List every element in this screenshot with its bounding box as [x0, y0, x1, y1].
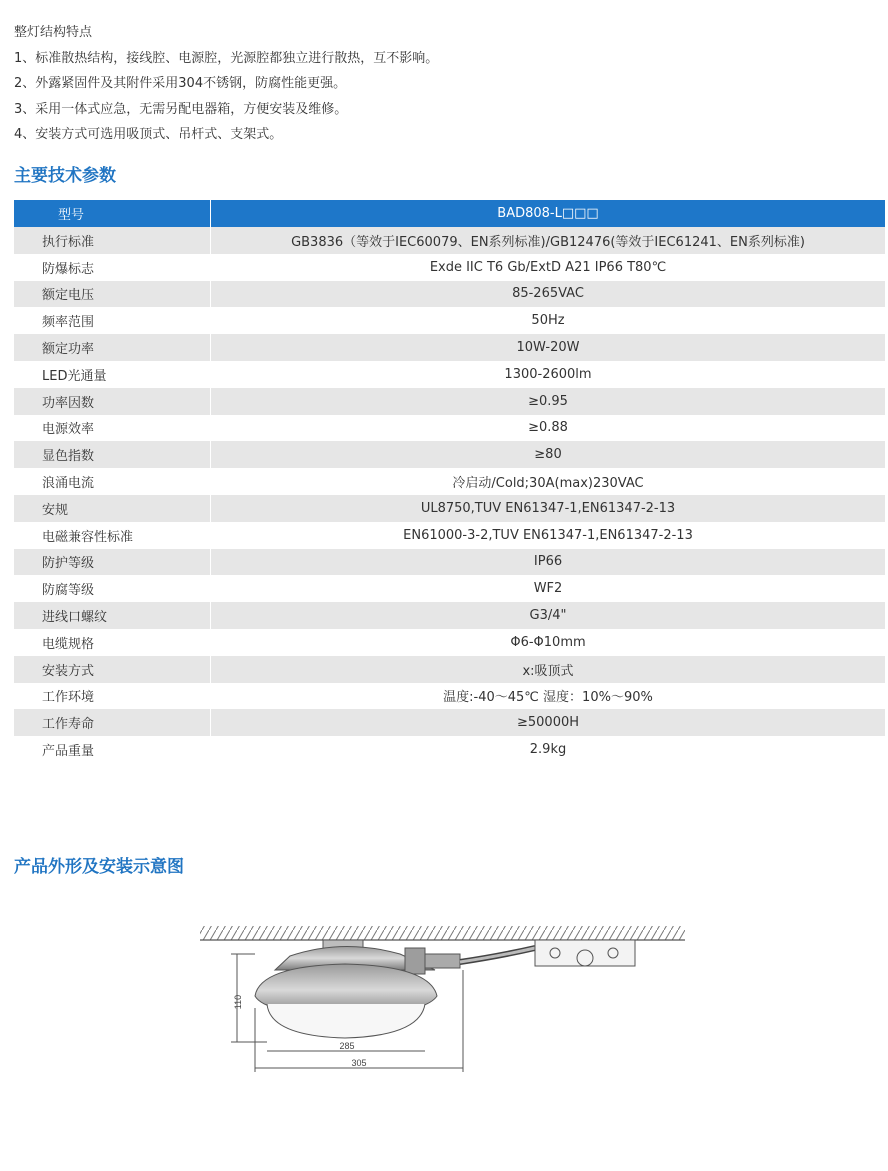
- dim-outer-width-label: 305: [351, 1058, 367, 1068]
- table-header-row: [14, 200, 885, 227]
- table-row: [14, 495, 885, 522]
- row-value: EN61000-3-2,TUV EN61347-1,EN61347-2-13: [211, 522, 886, 549]
- row-value: 85-265VAC: [211, 281, 886, 308]
- dim-inner-width-label: 285: [339, 1041, 355, 1051]
- row-value: ≥80: [211, 441, 886, 468]
- row-value: ≥0.88: [211, 415, 886, 442]
- row-value: ≥50000H: [211, 709, 886, 736]
- row-label: 电源效率: [14, 415, 211, 442]
- row-label: 功率因数: [14, 388, 211, 415]
- table-row: [14, 361, 885, 388]
- row-value: 温度:-40～45℃ 湿度：10%～90%: [211, 683, 886, 710]
- specs-table: [14, 200, 885, 763]
- row-value: 1300-2600lm: [211, 361, 886, 388]
- ceiling: [200, 926, 685, 940]
- header-label: 型号: [14, 200, 211, 227]
- row-value: ≥0.95: [211, 388, 886, 415]
- header-value: BAD808-L□□□: [211, 200, 886, 227]
- row-label: 浪涌电流: [14, 468, 211, 495]
- row-label: 产品重量: [14, 736, 211, 763]
- table-row: [14, 254, 885, 281]
- row-value: 冷启动/Cold;30A(max)230VAC: [211, 468, 886, 495]
- row-value: WF2: [211, 575, 886, 602]
- table-row: [14, 334, 885, 361]
- table-row: [14, 388, 885, 415]
- feature-item: 4、安装方式可选用吸顶式、吊杆式、支架式。: [14, 127, 283, 142]
- table-row: [14, 468, 885, 495]
- feature-item: 3、采用一体式应急，无需另配电器箱，方便安装及维修。: [14, 101, 348, 117]
- features-section: [14, 20, 438, 148]
- table-row: [14, 441, 885, 468]
- row-label: 显色指数: [14, 441, 211, 468]
- row-value: GB3836（等效于IEC60079、EN系列标准)/GB12476(等效于IEC61241、EN系列标准): [211, 227, 886, 254]
- table-row: [14, 656, 885, 683]
- feature-item: 1、标准散热结构，接线腔、电源腔，光源腔都独立进行散热，互不影响。: [14, 50, 439, 66]
- table-row: [14, 522, 885, 549]
- table-row: [14, 227, 885, 254]
- row-label: 进线口螺纹: [14, 602, 211, 629]
- row-value: x:吸顶式: [211, 656, 886, 683]
- table-row: [14, 709, 885, 736]
- row-label: 防爆标志: [14, 254, 211, 281]
- row-value: G3/4": [211, 602, 886, 629]
- row-value: UL8750,TUV EN61347-1,EN61347-2-13: [211, 495, 886, 522]
- installation-diagram: [195, 918, 695, 1078]
- row-label: 电磁兼容性标准: [14, 522, 211, 549]
- table-row: [14, 683, 885, 710]
- dim-height-label: 110: [233, 994, 243, 1010]
- table-row: [14, 281, 885, 308]
- row-label: 频率范围: [14, 307, 211, 334]
- lamp-illustration: [255, 940, 635, 1038]
- row-label: 防护等级: [14, 549, 211, 576]
- row-value: 50Hz: [211, 307, 886, 334]
- specs-title: 主要技术参数: [14, 166, 116, 186]
- table-row: [14, 549, 885, 576]
- feature-item: 2、外露紧固件及其附件采用304不锈钢，防腐性能更强。: [14, 76, 347, 91]
- diagram-title: 产品外形及安装示意图: [14, 857, 184, 877]
- row-label: LED光通量: [14, 361, 211, 388]
- row-label: 额定电压: [14, 281, 211, 308]
- row-label: 额定功率: [14, 334, 211, 361]
- row-label: 电缆规格: [14, 629, 211, 656]
- row-value: 10W-20W: [211, 334, 886, 361]
- table-row: [14, 602, 885, 629]
- row-value: Φ6-Φ10mm: [211, 629, 886, 656]
- row-label: 执行标准: [14, 227, 211, 254]
- table-row: [14, 415, 885, 442]
- row-label: 工作寿命: [14, 709, 211, 736]
- features-heading: 整灯结构特点: [14, 25, 93, 40]
- table-row: [14, 629, 885, 656]
- row-value: IP66: [211, 549, 886, 576]
- row-value: Exde IIC T6 Gb/ExtD A21 IP66 T80℃: [211, 254, 886, 281]
- table-row: [14, 307, 885, 334]
- table-row: [14, 575, 885, 602]
- row-label: 防腐等级: [14, 575, 211, 602]
- row-label: 安规: [14, 495, 211, 522]
- row-label: 工作环境: [14, 683, 211, 710]
- row-value: 2.9kg: [211, 736, 886, 763]
- row-label: 安装方式: [14, 656, 211, 683]
- table-row: [14, 736, 885, 763]
